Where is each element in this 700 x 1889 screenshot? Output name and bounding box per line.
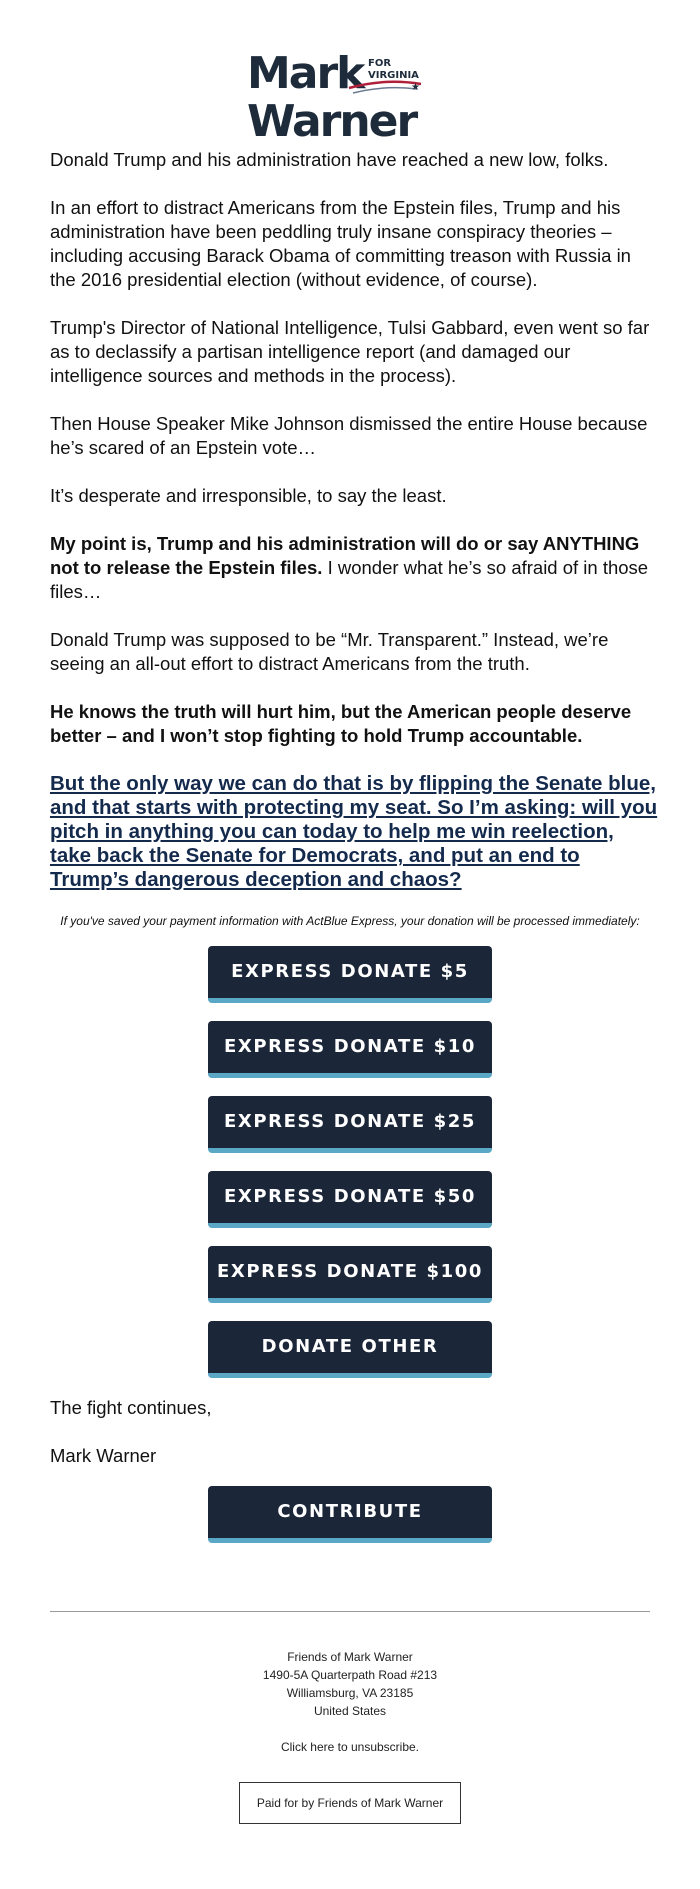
footer-divider [50,1611,650,1612]
cta-link[interactable]: But the only way we can do that is by flipping the Senate blue, and that starts with protecting my seat. So I’m asking: will you pitch in anything you can today to help me win reelection, take back the Senate for Democrats, and put an end to Trump’s dangerous deception and chaos? [50,772,658,891]
paragraph-5: It’s desperate and irresponsible, to say the least. [50,485,447,506]
footer [50,1648,650,1824]
express-donate-10-button[interactable]: EXPRESS DONATE $10 [208,1021,492,1078]
paragraph-6-rest: I wonder what he’s so afraid of in those files… [50,557,649,602]
express-donate-25-button[interactable]: EXPRESS DONATE $25 [208,1096,492,1153]
logo-tag-for: FOR [368,58,392,69]
paragraph-3: Trump's Director of National Intelligence, Tulsi Gabbard, even went so far as to declassify a partisan intelligence report (and damaged our intelligence sources and methods in the process). [50,317,650,386]
contribute-wrap [50,1486,650,1543]
footer-org: Friends of Mark Warner [287,1650,413,1664]
closing-line: The fight continues, [50,1397,212,1418]
mark-warner-logo[interactable] [245,44,455,144]
paragraph-8: He knows the truth will hurt him, but the American people deserve better – and I won’t stop fighting to hold Trump accountable. [50,701,632,746]
logo-tag-virginia: VIRGINIA [368,70,419,81]
paragraph-7: Donald Trump was supposed to be “Mr. Transparent.” Instead, we’re seeing an all-out effort to distract Americans from the truth. [50,629,609,674]
express-donate-100-button[interactable]: EXPRESS DONATE $100 [208,1246,492,1303]
paragraph-6 [50,532,650,604]
paragraph-6-bold: My point is, Trump and his administration will do or say ANYTHING not to release the Epstein files. [50,533,640,578]
footer-country: United States [313,1704,387,1718]
express-donate-50-button[interactable]: EXPRESS DONATE $50 [208,1171,492,1228]
star-icon: ★ [411,82,420,93]
paragraph-1: Donald Trump and his administration have reached a new low, folks. [50,149,609,170]
express-donate-5-button[interactable]: EXPRESS DONATE $5 [208,946,492,1003]
contribute-button[interactable]: CONTRIBUTE [208,1486,492,1543]
unsubscribe-link[interactable]: Click here to unsubscribe. [280,1740,420,1754]
email-body [50,148,658,892]
email-container [50,44,658,1824]
donate-other-button[interactable]: DONATE OTHER [208,1321,492,1378]
paragraph-4: Then House Speaker Mike Johnson dismissed the entire House because he’s scared of an Epstein vote… [50,413,648,458]
logo-line-mark: Mark [247,48,364,99]
actblue-express-note: If you've saved your payment information with ActBlue Express, your donation will be processed immediately: [60,914,640,928]
footer-address-1: 1490-5A Quarterpath Road #213 [262,1668,438,1682]
logo-line-warner: Warner [247,96,417,144]
paid-for-disclaimer: Paid for by Friends of Mark Warner [239,1782,461,1824]
paragraph-2: In an effort to distract Americans from the Epstein files, Trump and his administration have been peddling truly insane conspiracy theories – including accusing Barack Obama of committing treason with Russia in the 2016 presidential election (without evidence, of course). [50,197,631,290]
footer-address-2: Williamsburg, VA 23185 [286,1686,414,1700]
signature: Mark Warner [50,1445,157,1466]
donate-buttons [50,946,650,1378]
